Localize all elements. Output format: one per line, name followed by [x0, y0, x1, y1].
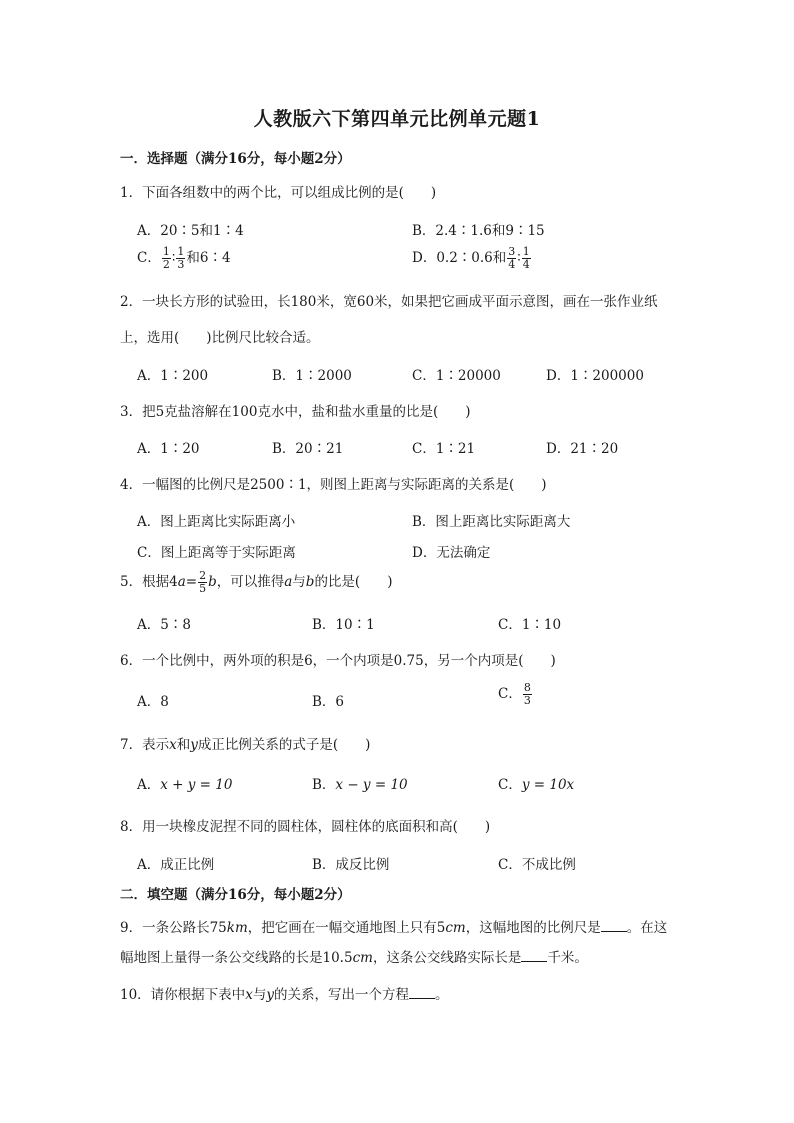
numerator: 8	[523, 681, 531, 694]
unit-km: km	[226, 920, 248, 936]
stem-text: 10．请你根据下表中	[120, 987, 246, 1003]
option-text: D．0.2∶0.6和	[412, 250, 507, 266]
option-text: 和6∶4	[186, 250, 231, 266]
variable-x: x	[169, 737, 177, 753]
stem-text: ，这幅地图的比例尺是	[465, 920, 601, 936]
question-8-option-a: A．成正比例	[137, 857, 215, 873]
stem-text: ，这条公交线路实际长是	[372, 950, 522, 966]
stem-text: 与	[252, 987, 267, 1003]
stem-text: 成正比例关系的式子是( )	[197, 737, 371, 753]
denominator: 3	[523, 694, 531, 707]
variable-x: x	[245, 987, 253, 1003]
numerator: 1	[522, 245, 530, 258]
question-2-option-d: D．1∶200000	[546, 368, 644, 384]
option-label: A．	[137, 777, 161, 793]
variable-b: b	[305, 574, 315, 590]
question-3-option-d: D．21∶20	[546, 441, 619, 457]
unit-cm: cm	[445, 920, 466, 936]
question-8-option-c: C．不成比例	[498, 857, 576, 873]
question-10-stem	[120, 983, 448, 1003]
question-4-option-d: D．无法确定	[412, 545, 491, 561]
question-6-stem: 6．一个比例中，两外项的积是6，一个内项是0.75，另一个内项是( )	[120, 653, 556, 669]
question-3-option-a: A．1∶20	[137, 441, 200, 457]
fraction	[523, 682, 532, 707]
numerator: 2	[199, 569, 207, 582]
stem-text: 的比是( )	[314, 574, 393, 590]
question-8-stem: 8．用一块橡皮泥捏不同的圆柱体，圆柱体的底面积和高( )	[120, 819, 491, 835]
question-4-option-a: A．图上距离比实际距离小	[137, 514, 296, 530]
ratio-colon: ∶	[517, 250, 521, 266]
stem-text: 和	[176, 737, 191, 753]
question-6-option-b: B．6	[312, 694, 345, 710]
ratio-colon: ∶	[171, 250, 176, 266]
stem-text: 与	[292, 574, 306, 590]
option-label: C．	[137, 250, 161, 266]
option-label: B．	[312, 777, 336, 793]
fraction	[507, 246, 516, 271]
question-2-option-c: C．1∶20000	[412, 368, 501, 384]
stem-text: 5．根据4	[120, 574, 178, 590]
question-9-line2	[120, 946, 588, 966]
option-label: C．	[498, 777, 522, 793]
denominator: 2	[162, 258, 170, 271]
question-9-line1	[120, 916, 667, 936]
stem-text: 9．一条公路长75	[120, 920, 227, 936]
question-7-option-b	[312, 773, 408, 793]
question-2-stem-line1: 2．一块长方形的试验田，长180米，宽60米，如果把它画成平面示意图，画在一张作业纸	[120, 294, 658, 310]
answer-blank[interactable]	[409, 986, 435, 999]
section-heading-choice: 一．选择题（满分16分，每小题2分）	[120, 151, 351, 167]
stem-text: 7．表示	[120, 737, 170, 753]
question-3-option-b: B．20∶21	[272, 441, 344, 457]
stem-text: ，把它画在一幅交通地图上只有5	[247, 920, 446, 936]
question-5-option-a: A．5∶8	[137, 617, 191, 633]
question-4-option-b: B．图上距离比实际距离大	[412, 514, 571, 530]
question-1-option-c	[137, 246, 231, 271]
question-6-option-c	[498, 682, 533, 707]
question-1-option-b: B．2.4∶1.6和9∶15	[412, 223, 545, 239]
question-1-stem: 1．下面各组数中的两个比，可以组成比例的是( )	[120, 185, 437, 201]
question-6-option-a: A．8	[137, 694, 169, 710]
numerator: 1	[162, 245, 170, 258]
stem-text: 。	[434, 987, 449, 1003]
question-2-option-a: A．1∶200	[137, 368, 209, 384]
numerator: 3	[508, 245, 516, 258]
page-title: 人教版六下第四单元比例单元题1	[253, 108, 541, 130]
question-2-option-b: B．1∶2000	[272, 368, 352, 384]
variable-y: y	[190, 737, 198, 753]
variable-y: y	[266, 987, 274, 1003]
stem-text: 千米。	[547, 950, 588, 966]
unit-cm: cm	[352, 950, 373, 966]
question-4-stem: 4．一幅图的比例尺是2500∶1，则图上距离与实际距离的关系是( )	[120, 477, 547, 493]
fraction	[162, 246, 171, 271]
question-1-option-d	[412, 246, 532, 271]
option-label: C．	[498, 686, 522, 702]
question-7-stem	[120, 733, 370, 753]
variable-b: b	[208, 574, 217, 590]
question-5-option-c: C．1∶10	[498, 617, 562, 633]
variable-a: a	[284, 574, 293, 590]
stem-text: 幅地图上量得一条公交线路的长是10.5	[120, 950, 353, 966]
question-4-option-c: C．图上距离等于实际距离	[137, 545, 296, 561]
equation: x − y = 10	[335, 777, 408, 793]
question-5-stem	[120, 570, 392, 595]
fraction	[198, 570, 207, 595]
fraction	[176, 246, 185, 271]
stem-text: 的关系，写出一个方程	[273, 987, 409, 1003]
question-5-option-b: B．10∶1	[312, 617, 375, 633]
equals-sign: =	[185, 574, 198, 590]
stem-text: ，可以推得	[216, 574, 285, 590]
equation: y = 10x	[521, 777, 575, 793]
answer-blank[interactable]	[601, 919, 627, 932]
question-8-option-b: B．成反比例	[312, 857, 390, 873]
question-3-option-c: C．1∶21	[412, 441, 476, 457]
section-heading-fill-in: 二．填空题（满分16分，每小题2分）	[120, 887, 351, 903]
question-3-stem: 3．把5克盐溶解在100克水中，盐和盐水重量的比是( )	[120, 404, 471, 420]
equation: x + y = 10	[160, 777, 233, 793]
question-2-stem-line2: 上，选用( )比例尺比较合适。	[120, 330, 320, 346]
question-1-option-a: A．20∶5和1∶4	[137, 223, 244, 239]
question-7-option-a	[137, 773, 232, 793]
answer-blank[interactable]	[521, 949, 547, 962]
question-7-option-c	[498, 773, 574, 793]
denominator: 3	[177, 258, 185, 271]
fraction	[522, 246, 531, 271]
denominator: 4	[522, 258, 530, 271]
stem-text: 。在这	[626, 920, 668, 936]
numerator: 1	[177, 245, 185, 258]
denominator: 5	[199, 582, 207, 595]
variable-a: a	[177, 574, 186, 590]
denominator: 4	[508, 258, 516, 271]
